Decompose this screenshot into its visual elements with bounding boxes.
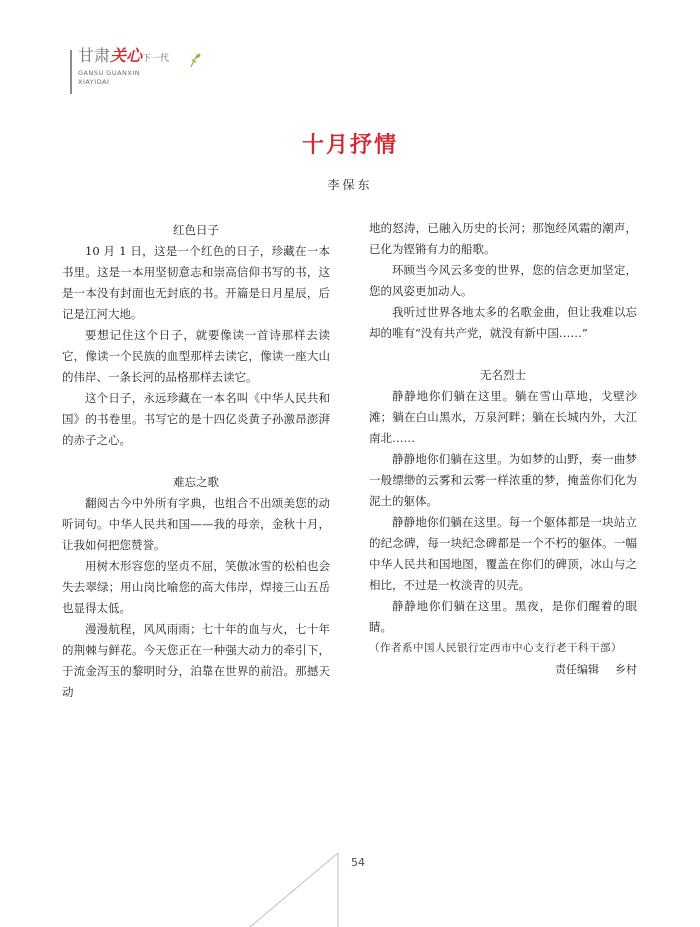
paragraph: 要想记住这个日子，就要像读一首诗那样去读它，像读一个民族的血型那样去读它，像读一座大山的伟岸、一条长河的品格那样去读它。 [62,328,330,384]
article-author: 李保东 [327,178,373,192]
paragraph: 环顾当今风云多变的世界，您的信念更加坚定，您的风姿更加动人。 [369,263,637,298]
logo-en-line1: GANSU GUANXIN [78,69,141,77]
logo-gansu: 甘肃 [78,46,111,65]
paragraph: 静静地你们躺在这里。为如梦的山野，奏一曲梦一般缥缈的云雾和云雾一样浓重的梦，掩盖你们化为泥土的躯体。 [369,452,637,508]
author-note: （作者系中国人民银行定西市中心支行老干科干部） [369,642,622,654]
article-title: 十月抒情 [301,132,398,158]
paragraph: 漫漫航程，风风雨雨；七十年的血与火，七十年的荆棘与鲜花。今天您正在一种强大动力的牵引下，于流金泻玉的黎明时分，泊靠在世界的前沿。那撼天动 [62,622,330,699]
page-number: 54 [351,856,365,869]
paragraph: 10 月 1 日，这是一个红色的日子，珍藏在一本书里。这是一本用坚韧意志和崇高信仰书写的书，这是一本没有封面也无封底的书。开篇是日月星辰，后记是江河大地。 [62,244,330,321]
paragraph: 静静地你们躺在这里。每一个躯体都是一块站立的纪念碑，每一块纪念碑都是一个不朽的躯体。一幅中华人民共和国地图，覆盖在你们的碑顶，冰山与之相比，不过是一枚淡青的贝壳。 [369,515,637,592]
paragraph-continued: 地的怒涛，已融入历史的长河；那饱经风霜的潮声，已化为铿锵有力的船歌。 [369,221,637,256]
section-heading: 红色日子 [173,223,219,237]
paragraph: 静静地你们躺在这里。躺在雪山草地，戈壁沙滩；躺在白山黑水，万泉河畔；躺在长城内外，大江南北…… [369,389,637,445]
logo-xiayidai: 下一代 [142,54,170,64]
logo-guanxin: 关心 [110,46,143,65]
logo-en-line2: XIAYIDAI [78,78,110,86]
section-heading: 难忘之歌 [173,475,219,489]
section-heading: 无名烈士 [480,368,526,382]
paragraph: 我听过世界各地太多的名歌金曲，但让我难以忘却的唯有“没有共产党，就没有新中国……” [369,305,637,340]
editor-label: 责任编辑 [555,663,599,676]
paragraph: 用树木形容您的坚贞不屈，笑傲冰雪的松柏也会失去翠绿；用山岗比喻您的高大伟岸，焊接三山五岳也显得太低。 [62,559,330,615]
paragraph: 静静地你们躺在这里。黑夜，是你们醒着的眼睛。 [369,599,637,634]
paragraph: 这个日子，永远珍藏在一本名叫《中华人民共和国》的书卷里。书写它的是十四亿炎黄子孙激昂澎湃的赤子之心。 [62,391,330,447]
editor-name: 乡村 [615,663,637,676]
paragraph: 翻阅古今中外所有字典，也组合不出颂美您的动听词句。中华人民共和国——我的母亲，金秋十月，让我如何把您赞誉。 [62,496,330,552]
